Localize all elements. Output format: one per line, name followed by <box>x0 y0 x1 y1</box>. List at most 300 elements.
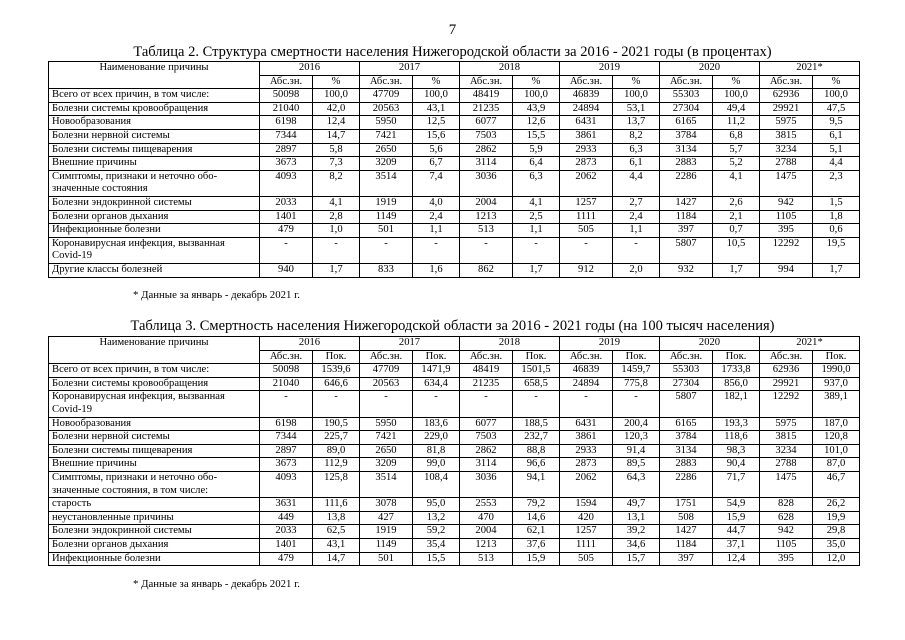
relative-value-cell: 6,8 <box>713 129 760 143</box>
relative-value-cell: 1,7 <box>713 263 760 277</box>
relative-value-cell: 6,3 <box>513 170 560 196</box>
rate-subheader: Пок. <box>713 350 760 364</box>
relative-value-cell: 1,8 <box>813 210 860 224</box>
relative-value-cell: 1,7 <box>513 263 560 277</box>
absolute-value-cell: 2883 <box>660 458 713 472</box>
absolute-value-cell: 1213 <box>460 210 513 224</box>
absolute-value-cell: 395 <box>760 552 813 566</box>
relative-value-cell: 14,6 <box>513 511 560 525</box>
absolute-value-cell: 3815 <box>760 129 813 143</box>
relative-value-cell: 125,8 <box>313 471 360 497</box>
absolute-value-cell: 12292 <box>760 391 813 417</box>
absolute-value-cell: 3784 <box>660 129 713 143</box>
year-header: 2016 <box>260 62 360 76</box>
absolute-value-cell: 2933 <box>560 444 613 458</box>
relative-value-cell: 2,6 <box>713 196 760 210</box>
relative-value-cell: 193,3 <box>713 417 760 431</box>
year-header: 2020 <box>660 62 760 76</box>
relative-value-cell: 5,9 <box>513 143 560 157</box>
absolute-value-cell: 420 <box>560 511 613 525</box>
absolute-value-cell: 2004 <box>460 196 513 210</box>
table2-body <box>49 89 860 277</box>
relative-value-cell: 96,6 <box>513 458 560 472</box>
percent-subheader: % <box>813 75 860 89</box>
absolute-value-cell: 1184 <box>660 210 713 224</box>
table-row <box>49 538 860 552</box>
absolute-value-cell: 2788 <box>760 157 813 171</box>
cause-name-cell: Болезни нервной системы <box>49 431 260 445</box>
table-row <box>49 525 860 539</box>
percent-subheader: % <box>613 75 660 89</box>
abs-subheader: Абс.зн. <box>360 350 413 364</box>
absolute-value-cell: 513 <box>460 552 513 566</box>
relative-value-cell: 90,4 <box>713 458 760 472</box>
relative-value-cell: 91,4 <box>613 444 660 458</box>
absolute-value-cell: 3514 <box>360 170 413 196</box>
abs-subheader: Абс.зн. <box>660 75 713 89</box>
relative-value-cell: 13,2 <box>413 511 460 525</box>
table-row <box>49 237 860 263</box>
absolute-value-cell: 940 <box>260 263 313 277</box>
percent-subheader: % <box>313 75 360 89</box>
absolute-value-cell: 2873 <box>560 458 613 472</box>
relative-value-cell: 89,5 <box>613 458 660 472</box>
absolute-value-cell: 62936 <box>760 364 813 378</box>
relative-value-cell: 4,1 <box>713 170 760 196</box>
absolute-value-cell: 5950 <box>360 417 413 431</box>
absolute-value-cell: 6198 <box>260 116 313 130</box>
year-header: 2019 <box>560 337 660 351</box>
absolute-value-cell: 397 <box>660 552 713 566</box>
table-row <box>49 196 860 210</box>
relative-value-cell: 937,0 <box>813 377 860 391</box>
absolute-value-cell: 7421 <box>360 129 413 143</box>
table-row <box>49 431 860 445</box>
relative-value-cell: 1733,8 <box>713 364 760 378</box>
relative-value-cell: 79,2 <box>513 498 560 512</box>
table-row <box>49 417 860 431</box>
absolute-value-cell: 449 <box>260 511 313 525</box>
absolute-value-cell: 6431 <box>560 417 613 431</box>
relative-value-cell: 1459,7 <box>613 364 660 378</box>
absolute-value-cell: 50098 <box>260 89 313 103</box>
relative-value-cell: 42,0 <box>313 102 360 116</box>
absolute-value-cell: 1111 <box>560 538 613 552</box>
relative-value-cell: 12,4 <box>713 552 760 566</box>
year-header: 2019 <box>560 62 660 76</box>
relative-value-cell: 62,1 <box>513 525 560 539</box>
cause-name-cell: Болезни системы пищеварения <box>49 444 260 458</box>
relative-value-cell: 99,0 <box>413 458 460 472</box>
abs-subheader: Абс.зн. <box>560 350 613 364</box>
relative-value-cell: 12,4 <box>313 116 360 130</box>
absolute-value-cell: 1475 <box>760 170 813 196</box>
relative-value-cell: 100,0 <box>313 89 360 103</box>
abs-subheader: Абс.зн. <box>460 350 513 364</box>
relative-value-cell: 26,2 <box>813 498 860 512</box>
relative-value-cell: 43,1 <box>413 102 460 116</box>
relative-value-cell: 15,9 <box>513 552 560 566</box>
abs-subheader: Абс.зн. <box>660 350 713 364</box>
relative-value-cell: 14,7 <box>313 552 360 566</box>
table2-caption: Таблица 2. Структура смертности населения Нижегородской области за 2016 - 2021 годы (в процентах) <box>133 44 772 60</box>
relative-value-cell: 35,0 <box>813 538 860 552</box>
relative-value-cell: 10,5 <box>713 237 760 263</box>
absolute-value-cell: 24894 <box>560 377 613 391</box>
absolute-value-cell: 21235 <box>460 102 513 116</box>
relative-value-cell: 1990,0 <box>813 364 860 378</box>
absolute-value-cell: 3631 <box>260 498 313 512</box>
relative-value-cell: 44,7 <box>713 525 760 539</box>
absolute-value-cell: 55303 <box>660 89 713 103</box>
relative-value-cell: 81,8 <box>413 444 460 458</box>
relative-value-cell: 120,3 <box>613 431 660 445</box>
absolute-value-cell: 2286 <box>660 471 713 497</box>
relative-value-cell: 7,3 <box>313 157 360 171</box>
percent-subheader: % <box>713 75 760 89</box>
absolute-value-cell: 932 <box>660 263 713 277</box>
absolute-value-cell: 3036 <box>460 170 513 196</box>
absolute-value-cell: 21235 <box>460 377 513 391</box>
relative-value-cell: 19,5 <box>813 237 860 263</box>
absolute-value-cell: 21040 <box>260 377 313 391</box>
relative-value-cell: 232,7 <box>513 431 560 445</box>
absolute-value-cell: 12292 <box>760 237 813 263</box>
relative-value-cell: 95,0 <box>413 498 460 512</box>
relative-value-cell: 71,7 <box>713 471 760 497</box>
absolute-value-cell: 942 <box>760 196 813 210</box>
relative-value-cell: 856,0 <box>713 377 760 391</box>
absolute-value-cell: 479 <box>260 552 313 566</box>
absolute-value-cell: - <box>460 237 513 263</box>
absolute-value-cell: 20563 <box>360 377 413 391</box>
relative-value-cell: 229,0 <box>413 431 460 445</box>
table-row <box>49 444 860 458</box>
absolute-value-cell: 912 <box>560 263 613 277</box>
table-row <box>49 89 860 103</box>
absolute-value-cell: 942 <box>760 525 813 539</box>
cause-name-cell: Всего от всех причин, в том числе: <box>49 89 260 103</box>
year-header: 2016 <box>260 337 360 351</box>
absolute-value-cell: 2873 <box>560 157 613 171</box>
relative-value-cell: 15,9 <box>713 511 760 525</box>
relative-value-cell: 190,5 <box>313 417 360 431</box>
relative-value-cell: 43,9 <box>513 102 560 116</box>
relative-value-cell: 4,0 <box>413 196 460 210</box>
absolute-value-cell: 27304 <box>660 102 713 116</box>
absolute-value-cell: 3134 <box>660 444 713 458</box>
relative-value-cell: 1,6 <box>413 263 460 277</box>
absolute-value-cell: 505 <box>560 224 613 238</box>
relative-value-cell: - <box>613 391 660 417</box>
relative-value-cell: 111,6 <box>313 498 360 512</box>
cause-name-cell: Инфекционные болезни <box>49 552 260 566</box>
absolute-value-cell: - <box>260 237 313 263</box>
absolute-value-cell: 862 <box>460 263 513 277</box>
relative-value-cell: - <box>413 391 460 417</box>
relative-value-cell: 1471,9 <box>413 364 460 378</box>
absolute-value-cell: 3234 <box>760 444 813 458</box>
relative-value-cell: 1,7 <box>313 263 360 277</box>
table-row <box>49 170 860 196</box>
cause-name-cell: Новообразования <box>49 116 260 130</box>
absolute-value-cell: 3673 <box>260 157 313 171</box>
absolute-value-cell: 7344 <box>260 129 313 143</box>
relative-value-cell: 0,7 <box>713 224 760 238</box>
absolute-value-cell: 7503 <box>460 129 513 143</box>
absolute-value-cell: 50098 <box>260 364 313 378</box>
relative-value-cell: 200,4 <box>613 417 660 431</box>
table-row <box>49 391 860 417</box>
absolute-value-cell: 2862 <box>460 143 513 157</box>
year-header: 2021* <box>760 62 860 76</box>
absolute-value-cell: 1149 <box>360 538 413 552</box>
rate-subheader: Пок. <box>813 350 860 364</box>
table-row <box>49 102 860 116</box>
relative-value-cell: 13,7 <box>613 116 660 130</box>
relative-value-cell: 775,8 <box>613 377 660 391</box>
absolute-value-cell: 27304 <box>660 377 713 391</box>
absolute-value-cell: 501 <box>360 552 413 566</box>
relative-value-cell: 112,9 <box>313 458 360 472</box>
relative-value-cell: 0,6 <box>813 224 860 238</box>
table2 <box>48 61 860 278</box>
relative-value-cell: 118,6 <box>713 431 760 445</box>
relative-value-cell: 4,4 <box>613 170 660 196</box>
absolute-value-cell: 395 <box>760 224 813 238</box>
absolute-value-cell: 505 <box>560 552 613 566</box>
absolute-value-cell: 46839 <box>560 364 613 378</box>
cause-column-header: Наименование причины <box>49 62 260 89</box>
relative-value-cell: 100,0 <box>713 89 760 103</box>
absolute-value-cell: 29921 <box>760 377 813 391</box>
rate-subheader: Пок. <box>613 350 660 364</box>
relative-value-cell: 14,7 <box>313 129 360 143</box>
relative-value-cell: 4,1 <box>313 196 360 210</box>
cause-name-cell: Болезни эндокринной системы <box>49 525 260 539</box>
absolute-value-cell: 7344 <box>260 431 313 445</box>
relative-value-cell: 2,4 <box>413 210 460 224</box>
year-header: 2021* <box>760 337 860 351</box>
relative-value-cell: 2,3 <box>813 170 860 196</box>
relative-value-cell: 100,0 <box>613 89 660 103</box>
rate-subheader: Пок. <box>313 350 360 364</box>
absolute-value-cell: 2883 <box>660 157 713 171</box>
abs-subheader: Абс.зн. <box>360 75 413 89</box>
absolute-value-cell: 3861 <box>560 129 613 143</box>
absolute-value-cell: 513 <box>460 224 513 238</box>
relative-value-cell: 5,1 <box>813 143 860 157</box>
absolute-value-cell: 3078 <box>360 498 413 512</box>
cause-name-cell: неустановленные причины <box>49 511 260 525</box>
relative-value-cell: 98,3 <box>713 444 760 458</box>
relative-value-cell: 1539,6 <box>313 364 360 378</box>
relative-value-cell: 658,5 <box>513 377 560 391</box>
absolute-value-cell: 427 <box>360 511 413 525</box>
abs-subheader: Абс.зн. <box>460 75 513 89</box>
relative-value-cell: 37,1 <box>713 538 760 552</box>
absolute-value-cell: 20563 <box>360 102 413 116</box>
year-header: 2017 <box>360 62 460 76</box>
absolute-value-cell: 508 <box>660 511 713 525</box>
absolute-value-cell: 4093 <box>260 471 313 497</box>
absolute-value-cell: 2033 <box>260 525 313 539</box>
cause-column-header: Наименование причины <box>49 337 260 364</box>
absolute-value-cell: 3784 <box>660 431 713 445</box>
table-row <box>49 471 860 497</box>
cause-name-cell: Внешние причины <box>49 157 260 171</box>
relative-value-cell: 89,0 <box>313 444 360 458</box>
absolute-value-cell: 1475 <box>760 471 813 497</box>
cause-name-cell: Болезни системы кровообращения <box>49 102 260 116</box>
cause-name-cell: Коронавирусная инфекция, вызванная Covid-19 <box>49 237 260 263</box>
absolute-value-cell: 48419 <box>460 364 513 378</box>
relative-value-cell: 187,0 <box>813 417 860 431</box>
relative-value-cell: 1,0 <box>313 224 360 238</box>
relative-value-cell: 634,4 <box>413 377 460 391</box>
table-row <box>49 552 860 566</box>
relative-value-cell: 8,2 <box>613 129 660 143</box>
cause-name-cell: Болезни эндокринной системы <box>49 196 260 210</box>
absolute-value-cell: 1427 <box>660 525 713 539</box>
relative-value-cell: 1,1 <box>413 224 460 238</box>
absolute-value-cell: 2788 <box>760 458 813 472</box>
relative-value-cell: 6,3 <box>613 143 660 157</box>
year-header: 2020 <box>660 337 760 351</box>
relative-value-cell: 13,8 <box>313 511 360 525</box>
relative-value-cell: 1,1 <box>513 224 560 238</box>
absolute-value-cell: 5975 <box>760 116 813 130</box>
relative-value-cell: 6,4 <box>513 157 560 171</box>
table3-caption: Таблица 3. Смертность населения Нижегородской области за 2016 - 2021 годы (на 100 тысяч населения) <box>130 318 775 334</box>
absolute-value-cell: 833 <box>360 263 413 277</box>
cause-name-cell: старость <box>49 498 260 512</box>
absolute-value-cell: 47709 <box>360 364 413 378</box>
rate-subheader: Пок. <box>513 350 560 364</box>
abs-subheader: Абс.зн. <box>260 350 313 364</box>
absolute-value-cell: 3134 <box>660 143 713 157</box>
relative-value-cell: 34,6 <box>613 538 660 552</box>
absolute-value-cell: 1111 <box>560 210 613 224</box>
relative-value-cell: 100,0 <box>813 89 860 103</box>
absolute-value-cell: - <box>560 391 613 417</box>
absolute-value-cell: 3036 <box>460 471 513 497</box>
relative-value-cell: 1,5 <box>813 196 860 210</box>
absolute-value-cell: 1213 <box>460 538 513 552</box>
absolute-value-cell: 48419 <box>460 89 513 103</box>
cause-name-cell: Всего от всех причин, в том числе: <box>49 364 260 378</box>
relative-value-cell: 100,0 <box>413 89 460 103</box>
relative-value-cell: 46,7 <box>813 471 860 497</box>
absolute-value-cell: 6431 <box>560 116 613 130</box>
relative-value-cell: 2,7 <box>613 196 660 210</box>
absolute-value-cell: 6165 <box>660 116 713 130</box>
relative-value-cell: 5,6 <box>413 143 460 157</box>
absolute-value-cell: 24894 <box>560 102 613 116</box>
cause-name-cell: Внешние причины <box>49 458 260 472</box>
cause-name-cell: Болезни системы пищеварения <box>49 143 260 157</box>
relative-value-cell: 94,1 <box>513 471 560 497</box>
relative-value-cell: 4,4 <box>813 157 860 171</box>
relative-value-cell: - <box>513 391 560 417</box>
relative-value-cell: 49,7 <box>613 498 660 512</box>
relative-value-cell: - <box>613 237 660 263</box>
year-header: 2017 <box>360 337 460 351</box>
absolute-value-cell: - <box>460 391 513 417</box>
absolute-value-cell: 1184 <box>660 538 713 552</box>
absolute-value-cell: 1594 <box>560 498 613 512</box>
absolute-value-cell: 21040 <box>260 102 313 116</box>
absolute-value-cell: 2062 <box>560 170 613 196</box>
relative-value-cell: 8,2 <box>313 170 360 196</box>
absolute-value-cell: 6077 <box>460 116 513 130</box>
cause-name-cell: Новообразования <box>49 417 260 431</box>
absolute-value-cell: 3114 <box>460 157 513 171</box>
absolute-value-cell: 7503 <box>460 431 513 445</box>
relative-value-cell: 225,7 <box>313 431 360 445</box>
absolute-value-cell: 3861 <box>560 431 613 445</box>
table-row <box>49 377 860 391</box>
relative-value-cell: 108,4 <box>413 471 460 497</box>
absolute-value-cell: 3209 <box>360 458 413 472</box>
relative-value-cell: 2,4 <box>613 210 660 224</box>
absolute-value-cell: 2650 <box>360 444 413 458</box>
relative-value-cell: 29,8 <box>813 525 860 539</box>
relative-value-cell: 54,9 <box>713 498 760 512</box>
absolute-value-cell: 2862 <box>460 444 513 458</box>
absolute-value-cell: 1105 <box>760 538 813 552</box>
absolute-value-cell: 1919 <box>360 196 413 210</box>
table3 <box>48 336 860 566</box>
absolute-value-cell: 1257 <box>560 525 613 539</box>
absolute-value-cell: 1401 <box>260 210 313 224</box>
relative-value-cell: 11,2 <box>713 116 760 130</box>
relative-value-cell: 15,7 <box>613 552 660 566</box>
relative-value-cell: 13,1 <box>613 511 660 525</box>
relative-value-cell: - <box>313 391 360 417</box>
absolute-value-cell: 5950 <box>360 116 413 130</box>
absolute-value-cell: 2897 <box>260 444 313 458</box>
abs-subheader: Абс.зн. <box>760 75 813 89</box>
absolute-value-cell: 470 <box>460 511 513 525</box>
absolute-value-cell: 1751 <box>660 498 713 512</box>
absolute-value-cell: 2286 <box>660 170 713 196</box>
absolute-value-cell: 3673 <box>260 458 313 472</box>
cause-name-cell: Болезни нервной системы <box>49 129 260 143</box>
absolute-value-cell: 2933 <box>560 143 613 157</box>
absolute-value-cell: - <box>560 237 613 263</box>
absolute-value-cell: 2062 <box>560 471 613 497</box>
absolute-value-cell: 397 <box>660 224 713 238</box>
absolute-value-cell: 2897 <box>260 143 313 157</box>
relative-value-cell: 64,3 <box>613 471 660 497</box>
relative-value-cell: 2,8 <box>313 210 360 224</box>
relative-value-cell: 12,6 <box>513 116 560 130</box>
table-row <box>49 364 860 378</box>
absolute-value-cell: 3209 <box>360 157 413 171</box>
relative-value-cell: 7,4 <box>413 170 460 196</box>
relative-value-cell: 39,2 <box>613 525 660 539</box>
absolute-value-cell: 628 <box>760 511 813 525</box>
relative-value-cell: 59,2 <box>413 525 460 539</box>
absolute-value-cell: 7421 <box>360 431 413 445</box>
relative-value-cell: 49,4 <box>713 102 760 116</box>
absolute-value-cell: 6165 <box>660 417 713 431</box>
absolute-value-cell: 2650 <box>360 143 413 157</box>
absolute-value-cell: - <box>360 391 413 417</box>
relative-value-cell: 183,6 <box>413 417 460 431</box>
absolute-value-cell: 3514 <box>360 471 413 497</box>
